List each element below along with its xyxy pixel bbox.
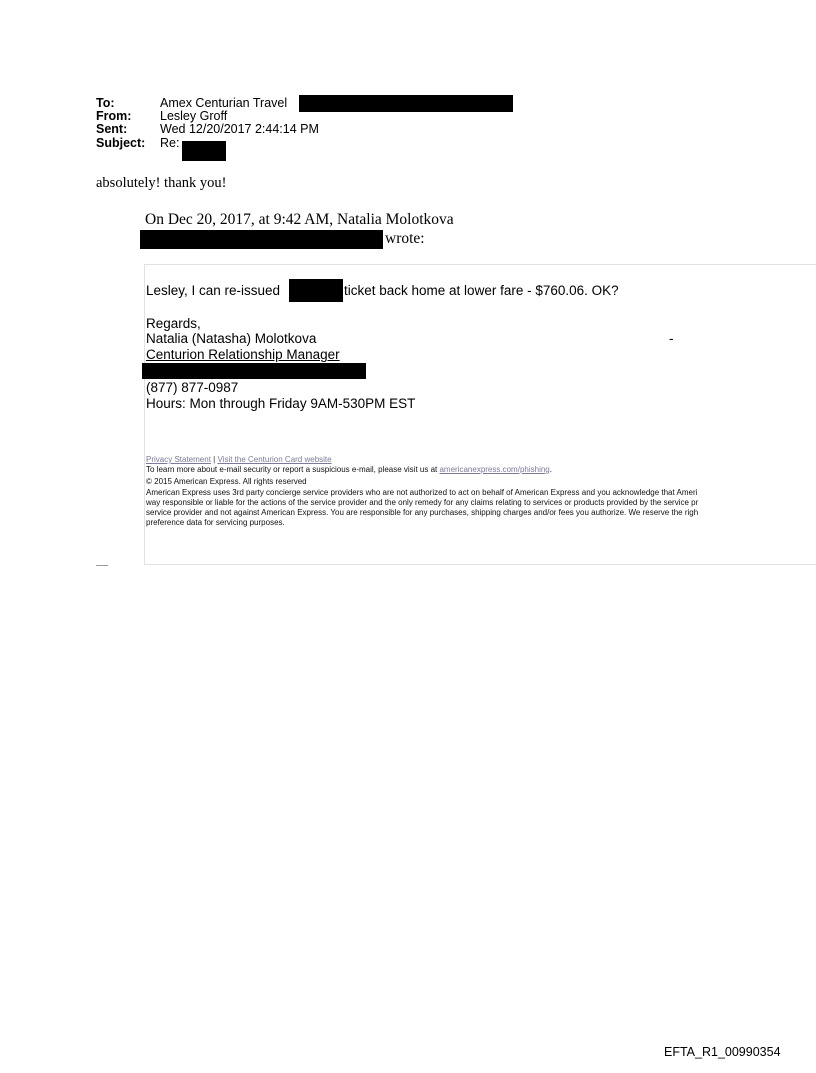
- link-separator: |: [213, 455, 216, 464]
- legal-line-1: American Express uses 3rd party concierge service providers who are not authorized to act on behalf of American Express and you acknowledge that Ameri: [146, 488, 698, 497]
- from-value: Lesley Groff: [160, 109, 228, 123]
- legal-line-2: way responsible or liable for the actions of the service provider and the only remedy for any claims relating to services or products provided by the service pr: [146, 498, 699, 507]
- quote-wrote: wrote:: [385, 230, 425, 247]
- header-sent-row: [96, 123, 319, 135]
- copyright-line: © 2015 American Express. All rights reserved: [146, 477, 307, 486]
- redaction-bar: [142, 363, 366, 379]
- security-end: .: [549, 465, 552, 474]
- sent-value: Wed 12/20/2017 2:44:14 PM: [160, 122, 319, 136]
- legal-line-3: service provider and not against American Express. You are responsible for any purchases, shipping charges and/or fees you authorize. We reserve the righ: [146, 508, 699, 517]
- header-subject-row: [96, 137, 179, 149]
- redaction-bar: [289, 279, 343, 302]
- signature-dash: -: [669, 331, 674, 346]
- signature-title: Centurion Relationship Manager: [146, 347, 340, 362]
- regards: Regards,: [146, 316, 201, 331]
- signature-name: Natalia (Natasha) Molotkova: [146, 331, 317, 346]
- message-part1: Lesley, I can re-issued: [146, 283, 281, 298]
- document-id: EFTA_R1_00990354: [664, 1045, 781, 1059]
- quote-attribution: On Dec 20, 2017, at 9:42 AM, Natalia Molotkova: [145, 211, 454, 228]
- signature-phone: (877) 877-0987: [146, 380, 239, 395]
- to-value: Amex Centurian Travel: [160, 96, 288, 110]
- privacy-statement-link[interactable]: Privacy Statement: [146, 455, 211, 464]
- security-text: To learn more about e-mail security or report a suspicious e-mail, please visit us at: [146, 465, 438, 474]
- message-part2: ticket back home at lower fare - $760.06. OK?: [344, 283, 619, 298]
- to-label: To:: [96, 96, 115, 110]
- sent-label: Sent:: [96, 122, 128, 136]
- security-notice: [146, 465, 552, 475]
- header-to-row: [96, 97, 287, 109]
- signature-hours: Hours: Mon through Friday 9AM-530PM EST: [146, 396, 416, 411]
- legal-links-row: [146, 455, 332, 465]
- subject-label: Subject:: [96, 136, 146, 150]
- phishing-link[interactable]: americanexpress.com/phishing: [439, 465, 550, 474]
- reply-body: absolutely! thank you!: [96, 175, 227, 191]
- from-label: From:: [96, 109, 132, 123]
- redaction-bar: [299, 95, 513, 112]
- subject-value: Re:: [160, 136, 180, 150]
- redaction-bar: [140, 230, 383, 249]
- legal-line-4: preference data for servicing purposes.: [146, 518, 285, 527]
- scan-mark: [96, 565, 108, 566]
- header-from-row: [96, 110, 227, 122]
- centurion-card-website-link[interactable]: Visit the Centurion Card website: [217, 455, 332, 464]
- redaction-bar: [182, 141, 226, 161]
